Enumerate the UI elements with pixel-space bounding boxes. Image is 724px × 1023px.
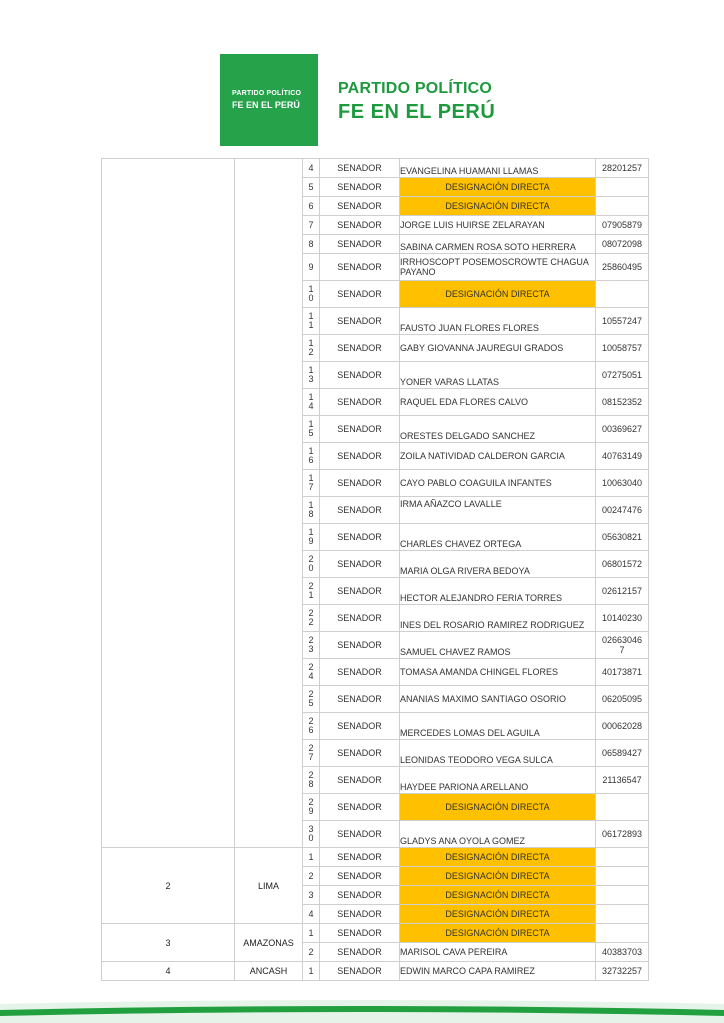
candidate-dni-line: 06205095	[601, 694, 643, 704]
candidate-position: SENADOR	[320, 632, 400, 659]
candidate-number	[303, 443, 320, 470]
candidate-name: RAQUEL EDA FLORES CALVO	[400, 389, 596, 416]
candidate-number	[303, 308, 320, 335]
candidate-dni	[596, 254, 649, 281]
candidate-dni	[596, 308, 649, 335]
candidate-number-digit: 1	[308, 965, 314, 976]
logo-line-1: PARTIDO POLÍTICO	[232, 90, 302, 97]
candidate-position: SENADOR	[320, 713, 400, 740]
candidate-number-digit: 4	[308, 162, 314, 173]
candidate-number	[303, 197, 320, 216]
department-name: ANCASH	[235, 962, 303, 981]
candidate-dni	[596, 848, 649, 867]
candidate-dni	[596, 767, 649, 794]
candidate-position: SENADOR	[320, 197, 400, 216]
candidate-dni	[596, 578, 649, 605]
candidate-position: SENADOR	[320, 254, 400, 281]
candidate-number-digit: 9	[308, 536, 314, 546]
direct-designation-cell: DESIGNACIÓN DIRECTA	[400, 197, 596, 216]
candidate-position: SENADOR	[320, 848, 400, 867]
table-row	[102, 924, 649, 943]
candidate-dni	[596, 159, 649, 178]
candidate-name: INES DEL ROSARIO RAMIREZ RODRIGUEZ	[400, 605, 596, 632]
party-logo	[220, 54, 318, 146]
candidate-position: SENADOR	[320, 767, 400, 794]
candidate-position: SENADOR	[320, 905, 400, 924]
candidate-number	[303, 659, 320, 686]
candidate-position: SENADOR	[320, 605, 400, 632]
candidates-table-body	[102, 159, 649, 981]
candidate-number	[303, 497, 320, 524]
candidate-dni	[596, 905, 649, 924]
candidate-position: SENADOR	[320, 578, 400, 605]
candidate-dni	[596, 178, 649, 197]
candidate-dni	[596, 281, 649, 308]
candidate-dni	[596, 470, 649, 497]
candidate-dni	[596, 821, 649, 848]
candidate-name: MERCEDES LOMAS DEL AGUILA	[400, 713, 596, 740]
candidate-number-digit: 7	[308, 482, 314, 492]
candidate-dni-line: 10058757	[601, 343, 643, 353]
department-number: 2	[102, 848, 235, 924]
candidate-dni	[596, 335, 649, 362]
candidate-number-digit: 1	[308, 320, 314, 330]
candidate-number-digit: 2	[308, 608, 314, 618]
candidate-dni	[596, 235, 649, 254]
candidate-position: SENADOR	[320, 524, 400, 551]
candidate-number	[303, 470, 320, 497]
candidate-number-digit: 2	[308, 635, 314, 645]
candidate-dni-line: 32732257	[601, 966, 643, 976]
candidate-number-digit: 6	[308, 200, 314, 211]
candidate-dni	[596, 794, 649, 821]
candidate-number-digit: 5	[308, 698, 314, 708]
candidate-name: CHARLES CHAVEZ ORTEGA	[400, 524, 596, 551]
candidate-number-digit: 1	[308, 851, 314, 862]
candidate-dni-line: 08152352	[601, 397, 643, 407]
candidate-dni-line: 06801572	[601, 559, 643, 569]
candidate-dni	[596, 197, 649, 216]
candidate-number-digit: 1	[308, 338, 314, 348]
candidate-number-digit: 0	[308, 563, 314, 573]
candidate-dni	[596, 605, 649, 632]
candidate-position: SENADOR	[320, 216, 400, 235]
candidate-name: LEONIDAS TEODORO VEGA SULCA	[400, 740, 596, 767]
candidate-number	[303, 632, 320, 659]
candidate-number-digit: 2	[308, 946, 314, 957]
candidate-dni-line: 06172893	[601, 829, 643, 839]
candidate-name: HAYDEE PARIONA ARELLANO	[400, 767, 596, 794]
direct-designation-cell: DESIGNACIÓN DIRECTA	[400, 924, 596, 943]
candidate-dni	[596, 497, 649, 524]
candidate-dni	[596, 886, 649, 905]
candidate-number-digit: 3	[308, 889, 314, 900]
candidate-name: GABY GIOVANNA JAUREGUI GRADOS	[400, 335, 596, 362]
candidate-dni-line: 21136547	[602, 775, 642, 785]
candidate-dni-line: 07275051	[601, 370, 643, 380]
candidate-number	[303, 740, 320, 767]
candidate-dni-line: 10557247	[601, 316, 643, 326]
candidate-number-digit: 1	[308, 446, 314, 456]
candidate-dni-line: 00062028	[601, 721, 643, 731]
candidate-position: SENADOR	[320, 159, 400, 178]
candidate-number-digit: 1	[308, 392, 314, 402]
candidate-dni	[596, 416, 649, 443]
candidate-number-digit: 2	[308, 581, 314, 591]
candidate-number-digit: 1	[308, 473, 314, 483]
direct-designation-cell: DESIGNACIÓN DIRECTA	[400, 905, 596, 924]
candidate-number	[303, 867, 320, 886]
candidate-number	[303, 924, 320, 943]
department-number: 3	[102, 924, 235, 962]
candidate-number-digit: 0	[308, 293, 314, 303]
candidate-position: SENADOR	[320, 686, 400, 713]
department-name-cell	[235, 159, 303, 848]
candidate-name: ORESTES DELGADO SANCHEZ	[400, 416, 596, 443]
candidate-number-digit: 4	[308, 401, 314, 411]
department-name: AMAZONAS	[235, 924, 303, 962]
candidate-dni	[596, 632, 649, 659]
candidate-position: SENADOR	[320, 551, 400, 578]
candidate-number-digit: 8	[308, 238, 314, 249]
candidate-position: SENADOR	[320, 335, 400, 362]
candidate-number-digit: 2	[308, 617, 314, 627]
table-row	[102, 159, 649, 178]
candidate-number-digit: 3	[308, 374, 314, 384]
candidate-position: SENADOR	[320, 281, 400, 308]
candidate-dni-line: 28201257	[601, 163, 643, 173]
candidate-dni	[596, 962, 649, 981]
candidate-dni-line: 07905879	[601, 220, 643, 230]
candidate-number-digit: 4	[308, 671, 314, 681]
candidate-number-digit: 6	[308, 725, 314, 735]
candidate-name: JORGE LUIS HUIRSE ZELARAYAN	[400, 216, 596, 235]
candidate-dni	[596, 216, 649, 235]
candidate-dni	[596, 551, 649, 578]
candidate-name: GLADYS ANA OYOLA GOMEZ	[400, 821, 596, 848]
direct-designation-cell: DESIGNACIÓN DIRECTA	[400, 886, 596, 905]
candidate-number-digit: 1	[308, 284, 314, 294]
candidate-dni	[596, 659, 649, 686]
candidate-dni	[596, 740, 649, 767]
department-number-cell	[102, 159, 235, 848]
candidate-number-digit: 1	[308, 419, 314, 429]
candidate-position: SENADOR	[320, 235, 400, 254]
candidate-position: SENADOR	[320, 794, 400, 821]
candidate-name: YONER VARAS LLATAS	[400, 362, 596, 389]
candidate-dni	[596, 389, 649, 416]
candidate-number	[303, 159, 320, 178]
candidate-number	[303, 524, 320, 551]
candidate-number-digit: 2	[308, 347, 314, 357]
candidate-number	[303, 254, 320, 281]
candidate-number	[303, 216, 320, 235]
candidate-number	[303, 767, 320, 794]
candidate-name: CAYO PABLO COAGUILA INFANTES	[400, 470, 596, 497]
candidate-number	[303, 886, 320, 905]
candidate-dni	[596, 362, 649, 389]
candidate-number	[303, 686, 320, 713]
candidate-number-digit: 1	[308, 311, 314, 321]
candidate-number	[303, 416, 320, 443]
candidate-number-digit: 4	[308, 908, 314, 919]
candidate-dni-line: 02612157	[601, 586, 643, 596]
candidate-position: SENADOR	[320, 443, 400, 470]
candidate-dni-line: 10140230	[601, 613, 643, 623]
candidate-number-digit: 0	[308, 833, 314, 843]
candidate-number	[303, 848, 320, 867]
candidate-number-digit: 2	[308, 743, 314, 753]
candidate-number-digit: 1	[308, 590, 314, 600]
candidate-name: HECTOR ALEJANDRO FERIA TORRES	[400, 578, 596, 605]
candidate-position: SENADOR	[320, 943, 400, 962]
candidate-name: EVANGELINA HUAMANI LLAMAS	[400, 159, 596, 178]
direct-designation-cell: DESIGNACIÓN DIRECTA	[400, 848, 596, 867]
table-row	[102, 962, 649, 981]
candidate-number-digit: 9	[308, 806, 314, 816]
candidate-position: SENADOR	[320, 886, 400, 905]
candidates-table	[101, 158, 649, 981]
candidate-number-digit: 3	[308, 824, 314, 834]
candidate-number	[303, 962, 320, 981]
logo-line-2: FE EN EL PERÚ	[232, 100, 300, 110]
candidate-number-digit: 1	[308, 927, 314, 938]
candidate-number-digit: 8	[308, 779, 314, 789]
candidate-dni-line: 40763149	[601, 451, 643, 461]
candidate-name: EDWIN MARCO CAPA RAMIREZ	[400, 962, 596, 981]
candidate-dni	[596, 713, 649, 740]
candidate-number-digit: 1	[308, 500, 314, 510]
candidate-number	[303, 821, 320, 848]
candidate-dni-line: 05630821	[601, 532, 643, 542]
candidate-name: SAMUEL CHAVEZ RAMOS	[400, 632, 596, 659]
candidate-dni-line: 06589427	[601, 748, 643, 758]
candidate-dni-line: 00369627	[601, 424, 643, 434]
candidate-number	[303, 389, 320, 416]
candidate-number	[303, 362, 320, 389]
candidate-number-digit: 2	[308, 554, 314, 564]
direct-designation-cell: DESIGNACIÓN DIRECTA	[400, 178, 596, 197]
candidate-name: SABINA CARMEN ROSA SOTO HERRERA	[400, 235, 596, 254]
candidate-dni-line: 08072098	[601, 239, 643, 249]
candidate-number-digit: 6	[308, 455, 314, 465]
candidate-number-digit: 2	[308, 662, 314, 672]
candidate-position: SENADOR	[320, 821, 400, 848]
candidate-number	[303, 905, 320, 924]
candidate-number-digit: 2	[308, 870, 314, 881]
candidate-number	[303, 235, 320, 254]
candidate-position: SENADOR	[320, 867, 400, 886]
candidate-position: SENADOR	[320, 740, 400, 767]
footer-green-band	[0, 994, 724, 1023]
candidate-name: MARISOL CAVA PEREIRA	[400, 943, 596, 962]
candidate-dni	[596, 943, 649, 962]
candidate-number-digit: 1	[308, 365, 314, 375]
candidate-dni-line: 00247476	[601, 505, 643, 515]
candidate-position: SENADOR	[320, 659, 400, 686]
candidate-number-digit: 5	[308, 181, 314, 192]
candidate-dni-line: 25860495	[601, 262, 643, 272]
candidate-number	[303, 178, 320, 197]
direct-designation-cell: DESIGNACIÓN DIRECTA	[400, 281, 596, 308]
candidate-position: SENADOR	[320, 362, 400, 389]
candidate-name: MARIA OLGA RIVERA BEDOYA	[400, 551, 596, 578]
candidate-name: FAUSTO JUAN FLORES FLORES	[400, 308, 596, 335]
table-row	[102, 848, 649, 867]
candidate-number-digit: 7	[308, 219, 314, 230]
candidate-number	[303, 794, 320, 821]
direct-designation-cell: DESIGNACIÓN DIRECTA	[400, 794, 596, 821]
candidate-name: IRMA AÑAZCO LAVALLE	[400, 497, 596, 524]
candidate-name: IRRHOSCOPT POSEMOSCROWTE CHAGUA PAYANO	[400, 254, 596, 281]
candidate-dni-line: 02663046	[601, 635, 643, 645]
candidate-number-digit: 2	[308, 689, 314, 699]
candidate-number-digit: 9	[308, 261, 314, 272]
candidate-number-digit: 7	[308, 752, 314, 762]
candidate-number-digit: 3	[308, 644, 314, 654]
candidate-number	[303, 335, 320, 362]
candidate-number	[303, 578, 320, 605]
candidate-dni-line: 40383703	[601, 947, 643, 957]
candidate-number-digit: 1	[308, 527, 314, 537]
candidate-dni	[596, 867, 649, 886]
brand-title-line-1: PARTIDO POLÍTICO	[338, 80, 493, 97]
candidate-position: SENADOR	[320, 924, 400, 943]
candidate-number	[303, 713, 320, 740]
candidate-number-digit: 5	[308, 428, 314, 438]
candidate-dni	[596, 524, 649, 551]
candidate-number-digit: 8	[308, 509, 314, 519]
direct-designation-cell: DESIGNACIÓN DIRECTA	[400, 867, 596, 886]
department-number: 4	[102, 962, 235, 981]
candidate-number	[303, 281, 320, 308]
candidate-number-digit: 2	[308, 716, 314, 726]
candidate-position: SENADOR	[320, 470, 400, 497]
candidate-name: TOMASA AMANDA CHINGEL FLORES	[400, 659, 596, 686]
candidate-dni	[596, 443, 649, 470]
department-name: LIMA	[235, 848, 303, 924]
candidate-name: ZOILA NATIVIDAD CALDERON GARCIA	[400, 443, 596, 470]
candidate-name: ANANIAS MAXIMO SANTIAGO OSORIO	[400, 686, 596, 713]
candidate-position: SENADOR	[320, 497, 400, 524]
brand-title-line-2: FE EN EL PERÚ	[338, 101, 496, 123]
candidate-position: SENADOR	[320, 416, 400, 443]
candidate-number-digit: 2	[308, 770, 314, 780]
candidate-dni	[596, 924, 649, 943]
candidate-dni-line: 40173871	[601, 667, 643, 677]
candidate-number	[303, 943, 320, 962]
candidate-number-digit: 2	[308, 797, 314, 807]
candidate-position: SENADOR	[320, 962, 400, 981]
candidate-dni	[596, 686, 649, 713]
candidate-number	[303, 551, 320, 578]
candidate-dni-line: 7	[619, 645, 625, 655]
candidate-position: SENADOR	[320, 389, 400, 416]
candidate-number	[303, 605, 320, 632]
candidate-position: SENADOR	[320, 178, 400, 197]
candidate-dni-line: 10063040	[601, 478, 643, 488]
candidate-position: SENADOR	[320, 308, 400, 335]
